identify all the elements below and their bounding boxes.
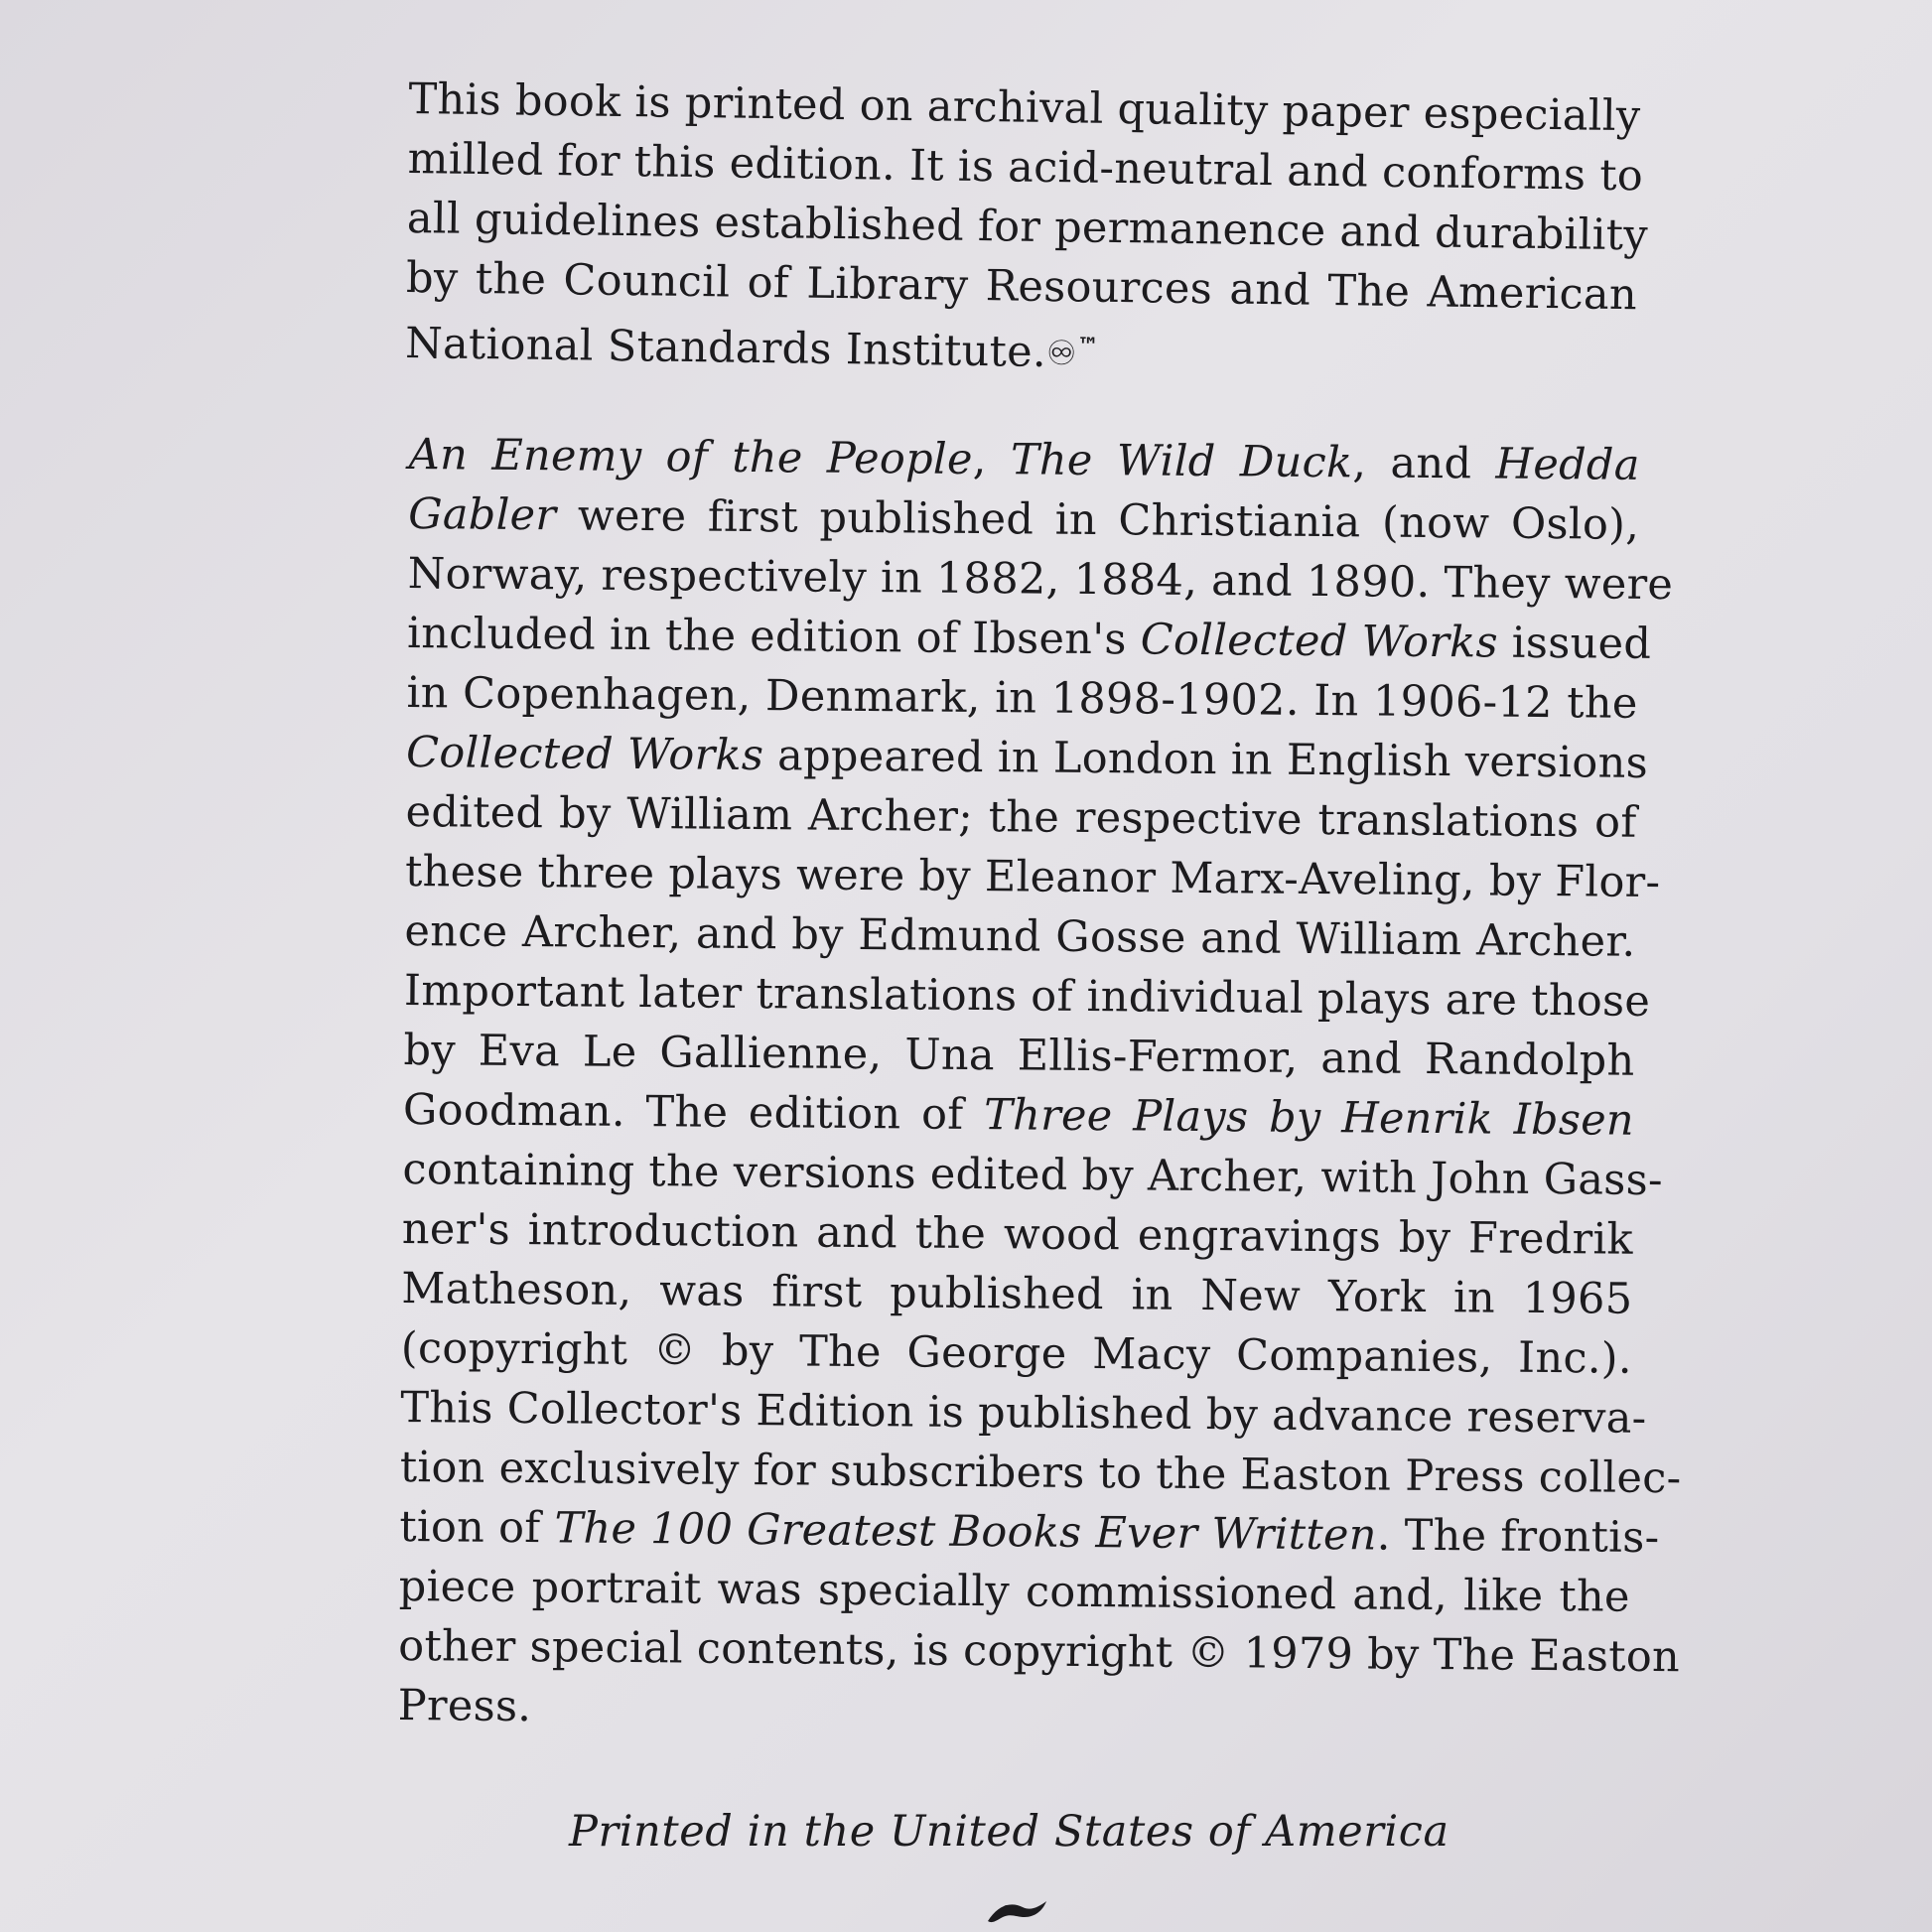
notice-line: milled for this edition. It is acid-neutral and conforms to bbox=[407, 133, 1644, 202]
notice-line: National Standards Institute. bbox=[404, 318, 1047, 377]
play-title: Hedda bbox=[1495, 439, 1640, 490]
permanence-symbol-icon: ♾ bbox=[1045, 333, 1077, 374]
history-text: issued bbox=[1497, 618, 1652, 669]
history-line: edited by William Archer; the respective translations of bbox=[405, 786, 1637, 848]
history-text: tion of bbox=[399, 1501, 555, 1554]
history-line: by Eva Le Gallienne, Una Ellis-Fermor, and Randolph bbox=[403, 1025, 1635, 1086]
history-line: Matheson, was first published in New York in 1965 bbox=[401, 1263, 1633, 1324]
history-text: appeared in London in English versions bbox=[762, 731, 1649, 788]
history-line bbox=[406, 604, 1652, 674]
archival-paper-notice bbox=[404, 69, 1649, 384]
history-line: This Collector's Edition is published by advance reserva- bbox=[400, 1382, 1647, 1444]
history-line: (copyright © by The George Macy Companies, Inc.). bbox=[400, 1322, 1633, 1384]
work-title: Collected Works bbox=[1140, 615, 1499, 668]
history-text: , and bbox=[1352, 438, 1496, 489]
history-line bbox=[408, 425, 1639, 495]
play-title: Gabler bbox=[407, 488, 557, 541]
history-line: tion exclusively for subscribers to the Easton Press collec- bbox=[399, 1442, 1682, 1504]
history-line bbox=[408, 484, 1639, 555]
history-line: containing the versions edited by Archer, with John Gass- bbox=[402, 1144, 1664, 1206]
history-line bbox=[403, 1080, 1634, 1151]
history-text: were first published in Christiania (now Oslo), bbox=[556, 490, 1640, 550]
publication-history bbox=[397, 425, 1682, 1746]
history-line bbox=[399, 1497, 1660, 1568]
notice-line: This book is printed on archival quality paper especially bbox=[408, 73, 1641, 142]
notice-line: all guidelines established for permanence and durability bbox=[406, 193, 1649, 261]
history-line: in Copenhagen, Denmark, in 1898-1902. In 1906-12 the bbox=[406, 667, 1638, 729]
history-line: piece portrait was specially commissioned and, like the bbox=[398, 1561, 1630, 1622]
history-line: these three plays were by Eleanor Marx-Aveling, by Flor- bbox=[404, 846, 1661, 908]
history-text: included in the edition of Ibsen's bbox=[406, 608, 1141, 665]
history-text: Goodman. The edition of bbox=[402, 1084, 985, 1141]
series-title: The 100 Greatest Books Ever Written bbox=[554, 1503, 1377, 1561]
publisher-ornament-icon bbox=[983, 1891, 1052, 1931]
history-text: , bbox=[972, 434, 1012, 485]
history-line: Norway, respectively in 1882, 1884, and 1890. They were bbox=[407, 548, 1674, 611]
history-line bbox=[405, 723, 1649, 793]
history-line: ner's introduction and the wood engravings by Fredrik bbox=[401, 1203, 1634, 1265]
printed-in-usa: Printed in the United States of America bbox=[569, 1807, 1449, 1857]
history-line: Press. bbox=[397, 1680, 532, 1732]
history-line: other special contents, is copyright © 1979 by The Easton bbox=[398, 1620, 1681, 1683]
work-title: Collected Works bbox=[405, 727, 764, 781]
history-line: Important later translations of individual plays are those bbox=[403, 965, 1651, 1027]
history-text: . The frontis- bbox=[1376, 1510, 1660, 1564]
trademark-symbol: ™ bbox=[1076, 334, 1100, 359]
work-title: Three Plays by Henrik Ibsen bbox=[983, 1090, 1635, 1146]
history-line: ence Archer, and by Edmund Gosse and William Archer. bbox=[404, 905, 1636, 967]
notice-line: by the Council of Library Resources and The American bbox=[405, 252, 1638, 321]
play-title: The Wild Duck bbox=[1010, 435, 1353, 488]
play-title: An Enemy of the People bbox=[408, 429, 973, 484]
